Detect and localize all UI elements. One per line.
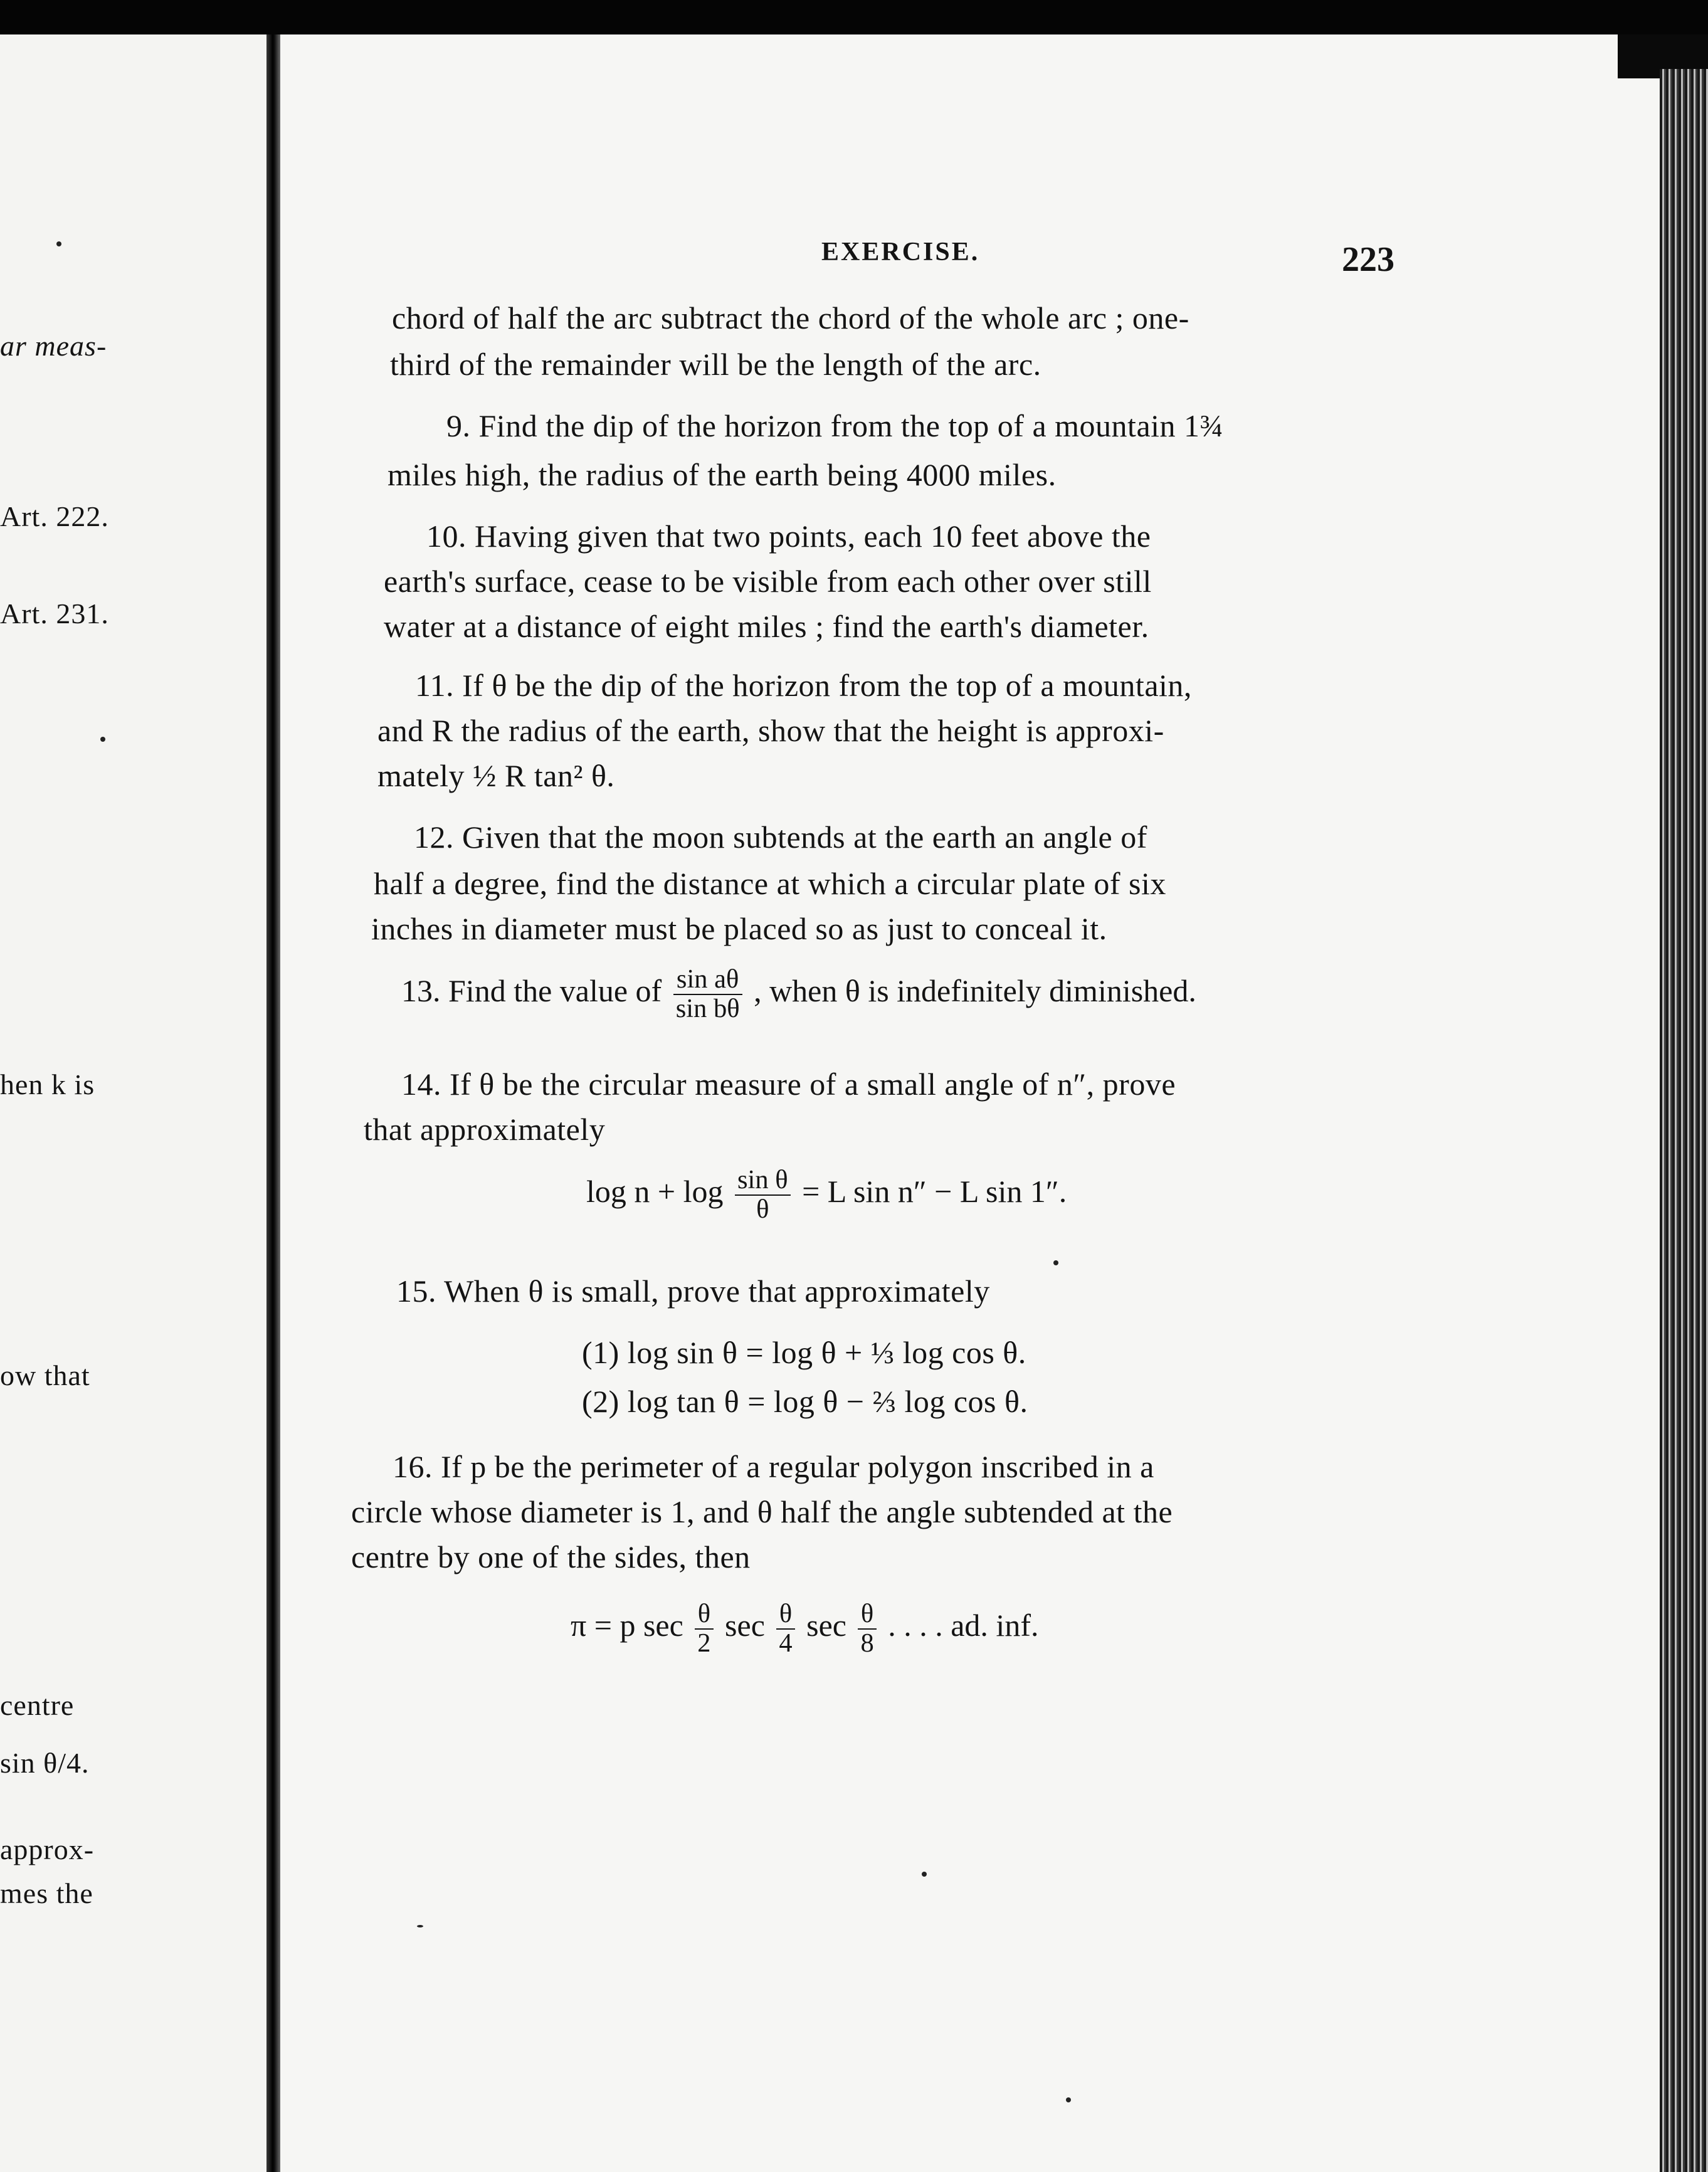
text-line: inches in diameter must be placed so as just to conceal it.	[371, 911, 1107, 946]
exercise-13	[401, 966, 1196, 1023]
ex14-equation	[586, 1166, 1067, 1223]
eq-sec: sec	[725, 1608, 765, 1643]
text-line: circle whose diameter is 1, and θ half the angle subtended at the	[351, 1494, 1173, 1529]
left-fragment: approx-	[0, 1833, 95, 1865]
text-line: third of the remainder will be the length of the arc.	[390, 347, 1041, 382]
eq-right: = L sin n″ − L sin 1″.	[802, 1174, 1067, 1210]
exercise-15: 15. When θ is small, prove that approximately	[396, 1273, 990, 1309]
text-line: centre by one of the sides, then	[351, 1539, 751, 1574]
text-line: earth's surface, cease to be visible from each other over still	[384, 564, 1152, 599]
left-fragment: ar meas-	[0, 330, 107, 362]
fraction-denominator: 4	[779, 1628, 793, 1658]
left-fragment: centre	[0, 1689, 75, 1721]
left-fragment: mes the	[0, 1877, 93, 1909]
fraction-denominator: θ	[756, 1194, 769, 1224]
ex15-equation-1: (1) log sin θ = log θ + ⅓ log cos θ.	[582, 1335, 1026, 1370]
book-gutter	[266, 34, 280, 2172]
eq-fraction	[735, 1166, 791, 1223]
exercise-9: 9. Find the dip of the horizon from the top of a mountain 1¾	[446, 408, 1224, 443]
ex13-prefix: 13. Find the value of	[401, 973, 662, 1009]
exercise-10: 10. Having given that two points, each 10 feet above the	[426, 519, 1151, 554]
fraction-numerator: θ	[776, 1600, 794, 1630]
fraction-numerator: sin θ	[735, 1166, 791, 1196]
speck	[100, 737, 105, 742]
left-fragment: Art. 231.	[0, 598, 109, 630]
running-head: EXERCISE.	[821, 238, 980, 266]
exercise-16: 16. If p be the perimeter of a regular polygon inscribed in a	[393, 1449, 1154, 1484]
speck	[56, 241, 61, 246]
eq-left: log n + log	[586, 1174, 724, 1210]
exercise-11: 11. If θ be the dip of the horizon from the top of a mountain,	[415, 668, 1192, 703]
text-line: and R the radius of the earth, show that the height is approxi-	[377, 713, 1164, 748]
speck	[1053, 1260, 1058, 1265]
fraction-denominator: 2	[697, 1628, 711, 1658]
speck	[922, 1872, 927, 1877]
fraction-denominator: 8	[860, 1628, 874, 1658]
text-line: water at a distance of eight miles ; find the earth's diameter.	[384, 609, 1149, 644]
eq-end: . . . . ad. inf.	[888, 1608, 1039, 1643]
left-fragment: Art. 222.	[0, 500, 109, 532]
page-number: 223	[1342, 240, 1394, 279]
eq-fraction	[776, 1600, 794, 1657]
fraction-numerator: sin aθ	[673, 966, 742, 995]
eq-sec: sec	[806, 1608, 846, 1643]
ex15-equation-2: (2) log tan θ = log θ − ⅔ log cos θ.	[582, 1384, 1028, 1419]
fraction-denominator: sin bθ	[675, 993, 740, 1023]
ex13-suffix: , when θ is indefinitely diminished.	[754, 973, 1196, 1009]
eq-fraction	[695, 1600, 713, 1657]
left-fragment: sin θ/4.	[0, 1747, 90, 1779]
ex16-equation	[571, 1600, 1038, 1657]
eq-start: π = p sec	[571, 1608, 683, 1643]
speck	[1066, 2097, 1071, 2102]
left-fragment: ow that	[0, 1359, 90, 1391]
exercise-14: 14. If θ be the circular measure of a small angle of n″, prove	[401, 1067, 1176, 1102]
left-fragment: hen k is	[0, 1068, 95, 1100]
text-line: miles high, the radius of the earth being 4000 miles.	[387, 457, 1057, 492]
fraction-numerator: θ	[858, 1600, 876, 1630]
ex13-fraction	[673, 966, 742, 1023]
speck	[417, 1925, 423, 1927]
text-line: chord of half the arc subtract the chord of the whole arc ; one-	[392, 300, 1189, 335]
text-line: that approximately	[364, 1112, 606, 1147]
left-page	[0, 34, 266, 2172]
fraction-numerator: θ	[695, 1600, 713, 1630]
text-line: mately ½ R tan² θ.	[377, 758, 615, 793]
exercise-12: 12. Given that the moon subtends at the earth an angle of	[414, 820, 1147, 855]
page-edges	[1660, 69, 1708, 2172]
text-line: half a degree, find the distance at which a circular plate of six	[374, 866, 1166, 901]
eq-fraction	[858, 1600, 876, 1657]
